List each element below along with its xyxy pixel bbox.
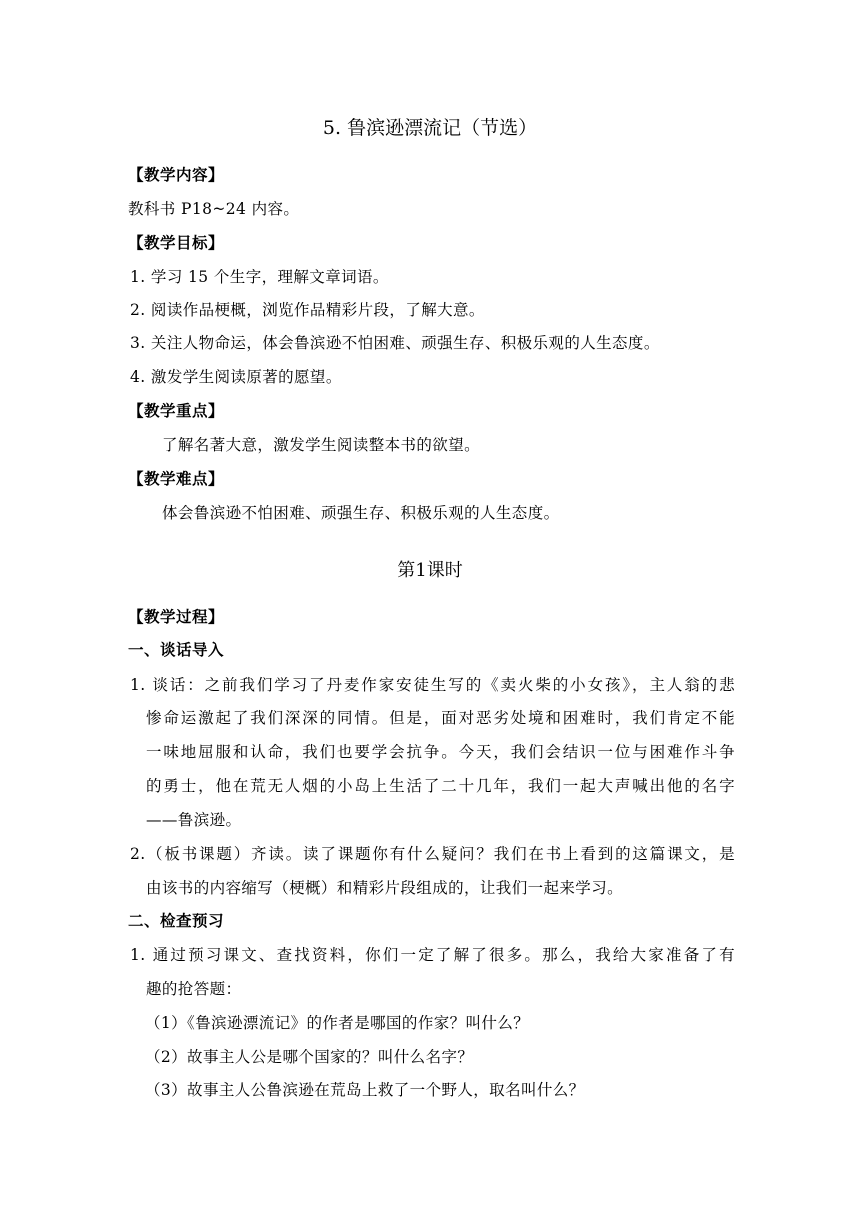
key-points-text: 了解名著大意，激发学生阅读整本书的欲望。 (162, 436, 481, 454)
goal-item: 4. 激发学生阅读原著的愿望。 (130, 368, 342, 386)
heading-difficulties: 【教学难点】 (128, 470, 225, 488)
lesson-title: 第1课时 (397, 560, 463, 581)
heading-teaching-goals: 【教学目标】 (128, 234, 225, 252)
paragraph-line: 2.（板书课题）齐读。读了课题你有什么疑问？我们在书上看到的这篇课文，是 (130, 845, 735, 863)
goal-item: 3. 关注人物命运，体会鲁滨逊不怕困难、顽强生存、积极乐观的人生态度。 (130, 334, 660, 352)
question-item: （2）故事主人公是哪个国家的？叫什么名字？ (145, 1048, 474, 1066)
goal-item: 1. 学习 15 个生字，理解文章词语。 (130, 268, 389, 286)
teaching-content-text: 教科书 P18~24 内容。 (128, 200, 300, 218)
paragraph-line: 1. 谈话：之前我们学习了丹麦作家安徒生写的《卖火柴的小女孩》，主人翁的悲 (130, 676, 735, 694)
heading-teaching-content: 【教学内容】 (128, 166, 225, 184)
paragraph-line: 的勇士，他在荒无人烟的小岛上生活了二十几年，我们一起大声喊出他的名字 (146, 777, 735, 795)
question-item: （1）《鲁滨逊漂流记》的作者是哪国的作家？叫什么？ (145, 1014, 530, 1032)
paragraph-line: 由该书的内容缩写（梗概）和精彩片段组成的，让我们一起来学习。 (146, 879, 624, 897)
question-item: （3）故事主人公鲁滨逊在荒岛上救了一个野人，取名叫什么？ (145, 1081, 585, 1099)
goal-item: 2. 阅读作品梗概，浏览作品精彩片段，了解大意。 (130, 301, 485, 319)
paragraph-line: ——鲁滨逊。 (146, 811, 242, 829)
heading-part-one: 一、谈话导入 (128, 641, 225, 659)
heading-part-two: 二、检查预习 (128, 912, 225, 930)
paragraph-line: 趣的抢答题： (146, 980, 242, 998)
heading-key-points: 【教学重点】 (128, 402, 225, 420)
page-title: 5. 鲁滨逊漂流记（节选） (322, 117, 538, 139)
paragraph-line: 惨命运激起了我们深深的同情。但是，面对恶劣处境和困难时，我们肯定不能 (146, 709, 735, 727)
heading-teaching-process: 【教学过程】 (128, 608, 225, 626)
difficulties-text: 体会鲁滨逊不怕困难、顽强生存、积极乐观的人生态度。 (162, 504, 560, 522)
paragraph-line: 一味地屈服和认命，我们也要学会抗争。今天，我们会结识一位与困难作斗争 (146, 743, 735, 761)
paragraph-line: 1. 通过预习课文、查找资料，你们一定了解了很多。那么，我给大家准备了有 (130, 946, 735, 964)
